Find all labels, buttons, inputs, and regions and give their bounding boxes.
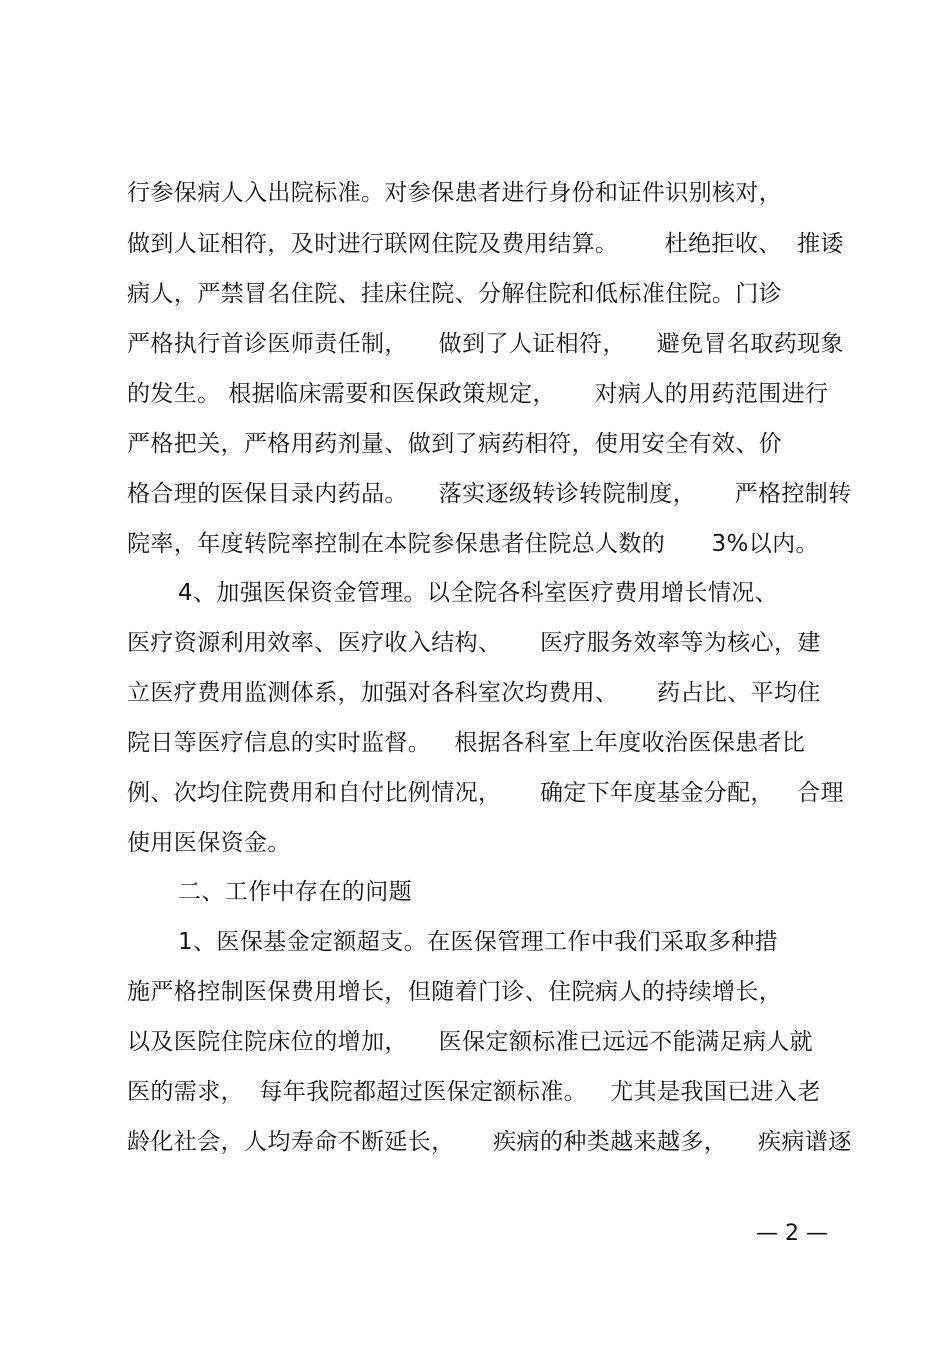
- paragraph-line: 龄化社会，人均寿命不断延长， 疾病的种类越来越多， 疾病谱逐: [127, 1129, 852, 1155]
- paragraph-line: 使用医保资金。: [127, 830, 291, 856]
- paragraph-line: 例、次均住院费用和自付比例情况， 确定下年度基金分配， 合理: [127, 780, 844, 806]
- paragraph-line: 施严格控制医保费用增长，但随着门诊、住院病人的持续增长，: [127, 979, 783, 1005]
- paragraph-line: 严格执行首诊医师责任制， 做到了人证相符， 避免冒名取药现象: [127, 331, 844, 357]
- paragraph-line: 4、加强医保资金管理。以全院各科室医疗费用增长情况、: [178, 580, 779, 606]
- paragraph-line: 院日等医疗信息的实时监督。 根据各科室上年度收治医保患者比: [127, 730, 806, 756]
- paragraph-line: 做到人证相符，及时进行联网住院及费用结算。 杜绝拒收、 推诿: [127, 231, 844, 257]
- paragraph-line: 病人，严禁冒名住院、挂床住院、分解住院和低标准住院。门诊: [127, 281, 783, 307]
- paragraph-line: 1、医保基金定额超支。在医保管理工作中我们采取多种措: [178, 929, 779, 955]
- paragraph-line: 格合理的医保目录内药品。 落实逐级转诊转院制度， 严格控制转: [127, 481, 852, 507]
- page-number: — 2 —: [756, 1221, 828, 1246]
- paragraph-line: 以及医院住院床位的增加， 医保定额标准已远远不能满足病人就: [127, 1029, 814, 1055]
- paragraph-line: 院率，年度转院率控制在本院参保患者住院总人数的 3%以内。: [127, 531, 819, 557]
- paragraph-line: 严格把关，严格用药剂量、做到了病药相符，使用安全有效、价: [127, 431, 783, 457]
- paragraph-line: 医疗资源利用效率、医疗收入结构、 医疗服务效率等为核心，建: [127, 630, 821, 656]
- section-heading: 二、工作中存在的问题: [178, 879, 412, 905]
- paragraph-line: 行参保病人入出院标准。对参保患者进行身份和证件识别核对，: [127, 180, 783, 206]
- paragraph-line: 立医疗费用监测体系，加强对各科室次均费用、 药占比、平均住: [127, 680, 821, 706]
- paragraph-line: 医的需求， 每年我院都超过医保定额标准。 尤其是我国已进入老: [127, 1079, 821, 1105]
- paragraph-line: 的发生。 根据临床需要和医保政策规定， 对病人的用药范围进行: [127, 381, 829, 407]
